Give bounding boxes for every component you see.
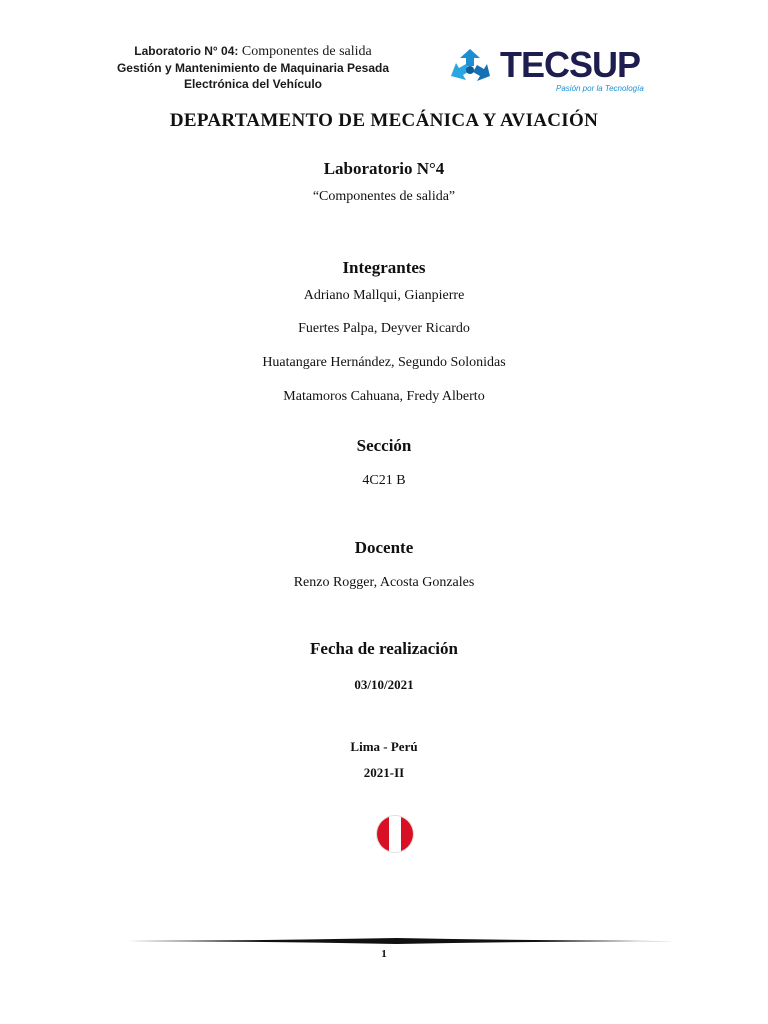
- logo-tagline: Pasión por la Tecnología: [556, 84, 644, 93]
- member-name: Fuertes Palpa, Deyver Ricardo: [298, 321, 470, 336]
- tecsup-logo: [446, 44, 656, 94]
- header-course: Gestión y Mantenimiento de Maquinaria Pesada: [116, 61, 390, 75]
- location: Lima - Perú: [350, 739, 418, 754]
- header-lab-line: [88, 44, 418, 60]
- header-lab-topic: Componentes de salida: [238, 44, 372, 59]
- footer-divider: [118, 937, 676, 945]
- member-name: Matamoros Cahuana, Fredy Alberto: [283, 389, 485, 404]
- section-heading: Sección: [356, 436, 412, 455]
- member-name: Huatangare Hernández, Segundo Solonidas: [262, 355, 506, 370]
- date-value: 03/10/2021: [354, 677, 414, 692]
- teacher-heading: Docente: [354, 538, 414, 557]
- department-title: DEPARTAMENTO DE MECÁNICA Y AVIACIÓN: [169, 110, 599, 131]
- page-number: 1: [381, 948, 387, 960]
- lab-subtitle: “Componentes de salida”: [312, 189, 456, 204]
- section-value: 4C21 B: [362, 473, 406, 488]
- lab-title: Laboratorio N°4: [323, 159, 445, 178]
- members-heading: Integrantes: [342, 258, 426, 277]
- header-lab-number: Laboratorio N° 04:: [134, 44, 239, 58]
- teacher-name: Renzo Rogger, Acosta Gonzales: [293, 575, 475, 590]
- peru-flag-icon: [376, 815, 414, 853]
- recycle-arrows-icon: [446, 46, 496, 92]
- academic-term: 2021-II: [363, 765, 405, 780]
- header-subject: Electrónica del Vehículo: [183, 77, 323, 91]
- date-heading: Fecha de realización: [310, 639, 458, 658]
- logo-wordmark: TECSUP: [500, 44, 641, 85]
- member-name: Adriano Mallqui, Gianpierre: [303, 288, 465, 303]
